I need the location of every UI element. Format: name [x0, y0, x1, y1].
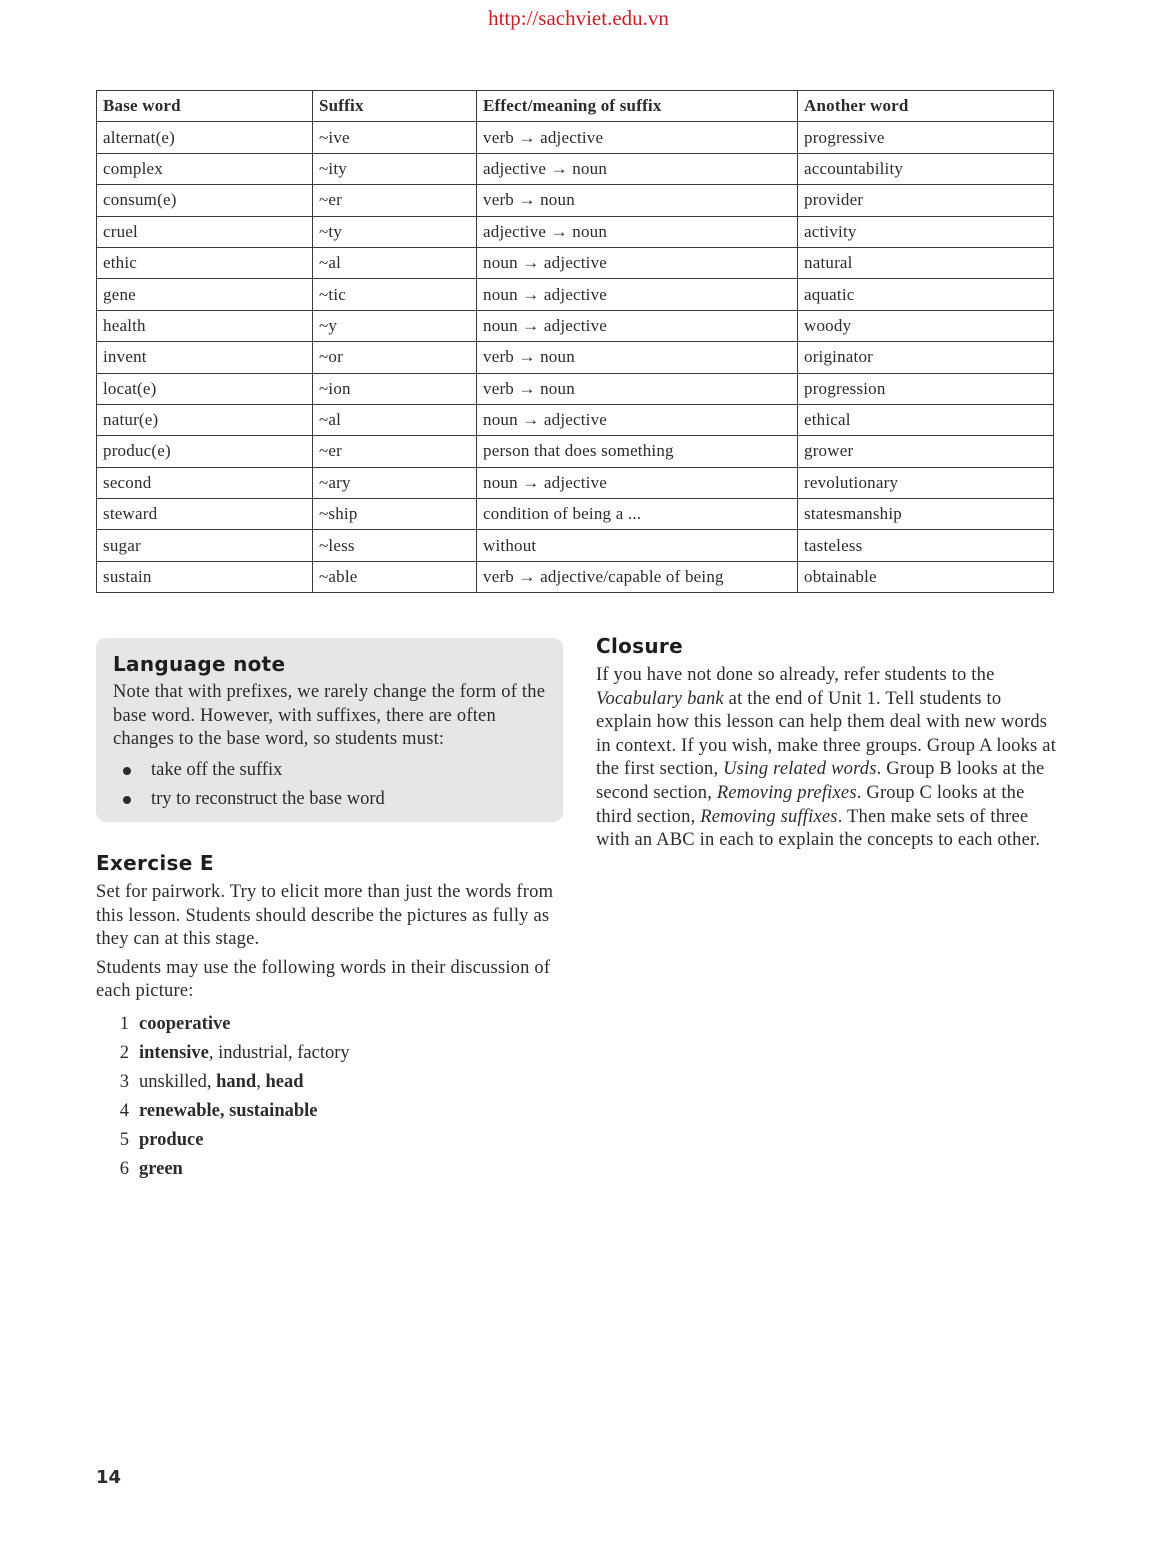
effect-cell: verb → adjective: [477, 122, 798, 153]
suffix-cell: ~ary: [313, 467, 477, 498]
bold-word: hand: [216, 1071, 257, 1092]
suffix-cell: ~er: [313, 436, 477, 467]
suffix-cell: ~ship: [313, 499, 477, 530]
word-list-item: [96, 1155, 563, 1184]
text-segment: . Group B looks at the second section,: [596, 759, 1045, 803]
another-word-cell: revolutionary: [798, 467, 1054, 498]
table-row: [97, 247, 1054, 278]
effect-cell: without: [477, 530, 798, 561]
bold-word: renewable, sustainable: [139, 1100, 318, 1121]
item-number: 6: [119, 1158, 129, 1179]
language-note-box: [96, 638, 563, 822]
base-word-cell: ethic: [97, 247, 313, 278]
base-word-cell: cruel: [97, 216, 313, 247]
effect-cell: noun → adjective: [477, 467, 798, 498]
another-word-cell: accountability: [798, 153, 1054, 184]
word-list-item: [96, 1097, 563, 1126]
another-word-cell: statesmanship: [798, 499, 1054, 530]
bullet-item: take off the suffix: [113, 756, 546, 785]
suffix-cell: ~al: [313, 247, 477, 278]
italic-phrase: Removing prefixes: [716, 782, 857, 803]
bold-word: intensive: [139, 1042, 209, 1063]
effect-cell: adjective → noun: [477, 153, 798, 184]
exercise-e-section: [96, 851, 563, 1184]
effect-cell: verb → noun: [477, 373, 798, 404]
bold-word: green: [139, 1158, 183, 1179]
table-row: [97, 185, 1054, 216]
base-word-cell: steward: [97, 499, 313, 530]
closure-section: [596, 634, 1061, 853]
plain-word: , industrial, factory: [208, 1042, 350, 1063]
bold-word: cooperative: [139, 1013, 231, 1034]
base-word-cell: second: [97, 467, 313, 498]
suffix-table: [96, 90, 1054, 593]
language-note-bullets: [113, 756, 546, 814]
closure-text: [596, 664, 1061, 853]
language-note-text: Note that with prefixes, we rarely change the form of the base word. However, with suffixes, there are often changes to the base word, so students must:: [113, 682, 546, 750]
table-row: [97, 467, 1054, 498]
table-row: [97, 310, 1054, 341]
base-word-cell: sugar: [97, 530, 313, 561]
bold-word: head: [265, 1071, 304, 1092]
table-row: [97, 342, 1054, 373]
word-list-item: [96, 1010, 563, 1039]
effect-cell: verb → noun: [477, 185, 798, 216]
item-words: [139, 1039, 350, 1068]
table-row: [97, 373, 1054, 404]
closure-title: Closure: [596, 634, 683, 658]
exercise-e-para2: Students may use the following words in their discussion of each picture:: [96, 957, 551, 1002]
bold-word: produce: [139, 1129, 204, 1150]
bullet-item: try to reconstruct the base word: [113, 785, 546, 814]
suffix-cell: ~al: [313, 404, 477, 435]
another-word-cell: woody: [798, 310, 1054, 341]
effect-cell: verb → noun: [477, 342, 798, 373]
base-word-cell: produc(e): [97, 436, 313, 467]
another-word-cell: grower: [798, 436, 1054, 467]
table-row: [97, 561, 1054, 592]
item-words: [139, 1126, 203, 1155]
base-word-cell: invent: [97, 342, 313, 373]
header-url[interactable]: http://sachviet.edu.vn: [488, 6, 669, 30]
language-note-title: Language note: [113, 652, 286, 676]
table-row: [97, 436, 1054, 467]
suffix-cell: ~er: [313, 185, 477, 216]
base-word-cell: locat(e): [97, 373, 313, 404]
another-word-cell: originator: [798, 342, 1054, 373]
item-number: 5: [119, 1129, 129, 1150]
column-header: Base word: [97, 91, 313, 122]
italic-phrase: Using related words: [723, 759, 877, 780]
base-word-cell: health: [97, 310, 313, 341]
another-word-cell: natural: [798, 247, 1054, 278]
text-segment: . Group C looks at the third section,: [596, 782, 1025, 827]
item-words: [139, 1155, 183, 1184]
plain-word: unskilled,: [139, 1071, 217, 1092]
base-word-cell: sustain: [97, 561, 313, 592]
item-words: [139, 1010, 230, 1039]
another-word-cell: tasteless: [798, 530, 1054, 561]
table-row: [97, 279, 1054, 310]
base-word-cell: consum(e): [97, 185, 313, 216]
table-header-row: [97, 91, 1054, 122]
exercise-e-para1: Set for pairwork. Try to elicit more than just the words from this lesson. Students should describe the pictures as fully as they can at this stage.: [96, 882, 554, 950]
suffix-cell: ~able: [313, 561, 477, 592]
word-list-item: [96, 1039, 563, 1068]
base-word-cell: alternat(e): [97, 122, 313, 153]
base-word-cell: natur(e): [97, 404, 313, 435]
word-list-item: [96, 1068, 563, 1097]
page-number: 14: [96, 1467, 122, 1488]
text-segment: If you have not done so already, refer students to the: [596, 665, 995, 685]
table-row: [97, 499, 1054, 530]
suffix-cell: ~or: [313, 342, 477, 373]
item-number: 4: [119, 1100, 129, 1121]
suffix-cell: ~ity: [313, 153, 477, 184]
exercise-e-title: Exercise E: [96, 851, 214, 875]
italic-phrase: Vocabulary bank: [596, 688, 724, 709]
item-number: 3: [119, 1071, 129, 1092]
another-word-cell: progressive: [798, 122, 1054, 153]
effect-cell: person that does something: [477, 436, 798, 467]
column-header: Suffix: [313, 91, 477, 122]
base-word-cell: gene: [97, 279, 313, 310]
effect-cell: noun → adjective: [477, 404, 798, 435]
suffix-cell: ~less: [313, 530, 477, 561]
table-row: [97, 530, 1054, 561]
another-word-cell: aquatic: [798, 279, 1054, 310]
suffix-cell: ~ive: [313, 122, 477, 153]
item-words: [139, 1097, 318, 1126]
table-row: [97, 404, 1054, 435]
plain-word: ,: [256, 1071, 266, 1092]
item-number: 2: [119, 1042, 129, 1063]
another-word-cell: ethical: [798, 404, 1054, 435]
base-word-cell: complex: [97, 153, 313, 184]
another-word-cell: obtainable: [798, 561, 1054, 592]
column-header: Effect/meaning of suffix: [477, 91, 798, 122]
word-list-item: [96, 1126, 563, 1155]
effect-cell: verb → adjective/capable of being: [477, 561, 798, 592]
suffix-cell: ~ty: [313, 216, 477, 247]
effect-cell: noun → adjective: [477, 310, 798, 341]
exercise-e-word-list: [96, 1010, 563, 1184]
effect-cell: condition of being a ...: [477, 499, 798, 530]
effect-cell: adjective → noun: [477, 216, 798, 247]
effect-cell: noun → adjective: [477, 279, 798, 310]
text-segment: . Then make sets of three with an ABC in each to explain the concepts to each other.: [596, 806, 1041, 851]
table-row: [97, 153, 1054, 184]
item-number: 1: [119, 1013, 129, 1034]
text-segment: at the end of Unit 1. Tell students to explain how this lesson can help them deal with new words in context. If you wish, make three groups. Group A looks at the first section,: [596, 688, 1057, 780]
effect-cell: noun → adjective: [477, 247, 798, 278]
suffix-cell: ~ion: [313, 373, 477, 404]
another-word-cell: provider: [798, 185, 1054, 216]
another-word-cell: progression: [798, 373, 1054, 404]
table-row: [97, 122, 1054, 153]
table-row: [97, 216, 1054, 247]
another-word-cell: activity: [798, 216, 1054, 247]
column-header: Another word: [798, 91, 1054, 122]
suffix-cell: ~tic: [313, 279, 477, 310]
italic-phrase: Removing suffixes: [700, 806, 838, 827]
suffix-cell: ~y: [313, 310, 477, 341]
table-body: [97, 122, 1054, 593]
item-words: [139, 1068, 304, 1097]
